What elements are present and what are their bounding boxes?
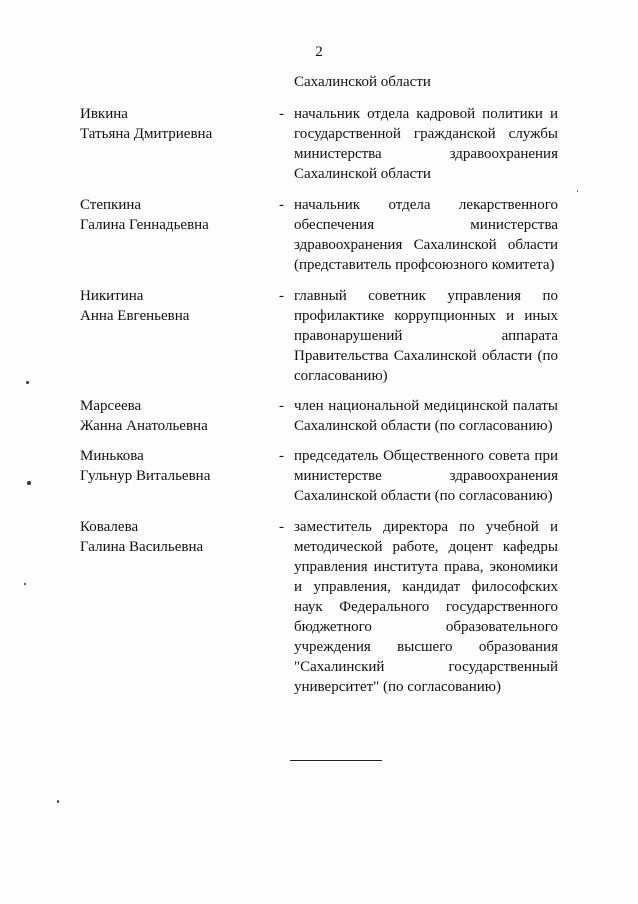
role-line: согласованию): [294, 368, 388, 384]
member-surname: Ковалева: [80, 519, 139, 535]
member-role: [294, 195, 558, 275]
member-name: [80, 195, 270, 235]
role-line: государственной гражданской службы: [294, 126, 558, 142]
member-name: [80, 286, 270, 326]
scan-speck: [24, 583, 26, 585]
member-role: [294, 286, 558, 386]
scan-speck: [57, 800, 59, 803]
role-line: обеспечения министерства: [294, 217, 558, 233]
member-surname: Ивкина: [80, 106, 128, 122]
role-line: начальник отдела лекарственного: [294, 197, 558, 213]
role-line: методической работе, доцент кафедры: [294, 539, 558, 555]
member-given-name: Гульнур Витальевна: [80, 468, 211, 484]
role-line: министерстве здравоохранения: [294, 468, 558, 484]
role-line: бюджетного образовательного: [294, 619, 558, 635]
role-line: Сахалинской области (по согласованию): [294, 488, 553, 504]
role-line: заместитель директора по учебной и: [294, 519, 558, 535]
role-line: министерства здравоохранения: [294, 146, 558, 162]
role-line: председатель Общественного совета при: [294, 448, 558, 464]
member-given-name: Анна Евгеньевна: [80, 308, 190, 324]
member-name: [80, 104, 270, 144]
scan-speck: [577, 190, 578, 192]
role-line: профилактике коррупционных и иных: [294, 308, 558, 324]
role-line: начальник отдела кадровой политики и: [294, 106, 558, 122]
role-line: наук Федерального государственного: [294, 599, 558, 615]
member-given-name: Татьяна Дмитриевна: [80, 126, 213, 142]
member-role: [294, 104, 558, 184]
member-role: [294, 517, 558, 697]
member-name: [80, 517, 270, 557]
role-line: правонарушений аппарата: [294, 328, 558, 344]
member-surname: Минькова: [80, 448, 144, 464]
role-line: управления института права, экономики: [294, 559, 558, 575]
role-line: член национальной медицинской палаты: [294, 398, 558, 414]
role-line: и управления, кандидат философских: [294, 579, 558, 595]
member-name: [80, 446, 270, 486]
dash-separator: -: [279, 106, 284, 122]
dash-separator: -: [279, 448, 284, 464]
member-surname: Степкина: [80, 197, 142, 213]
role-line: Правительства Сахалинской области (по: [294, 348, 558, 364]
member-surname: Никитина: [80, 288, 144, 304]
member-given-name: Галина Васильевна: [80, 539, 204, 555]
scan-speck: [27, 481, 31, 485]
member-surname: Марсеева: [80, 398, 142, 414]
role-line: университет" (по согласованию): [294, 679, 501, 695]
role-line: учреждения высшего образования: [294, 639, 558, 655]
role-line: (представитель профсоюзного комитета): [294, 257, 555, 273]
end-divider-line: [290, 760, 382, 761]
dash-separator: -: [279, 398, 284, 414]
page-number: 2: [315, 44, 323, 60]
continuation-text: Сахалинской области: [294, 74, 431, 90]
member-role: [294, 396, 558, 436]
member-given-name: Жанна Анатольевна: [80, 418, 208, 434]
role-line: главный советник управления по: [294, 288, 558, 304]
role-line: "Сахалинский государственный: [294, 659, 558, 675]
dash-separator: -: [279, 197, 284, 213]
member-name: [80, 396, 270, 436]
role-line: Сахалинской области: [294, 166, 431, 182]
dash-separator: -: [279, 288, 284, 304]
role-line: здравоохранения Сахалинской области: [294, 237, 558, 253]
role-line: Сахалинской области (по согласованию): [294, 418, 553, 434]
scan-speck: [26, 381, 29, 384]
member-role: [294, 446, 558, 506]
member-given-name: Галина Геннадьевна: [80, 217, 209, 233]
dash-separator: -: [279, 519, 284, 535]
